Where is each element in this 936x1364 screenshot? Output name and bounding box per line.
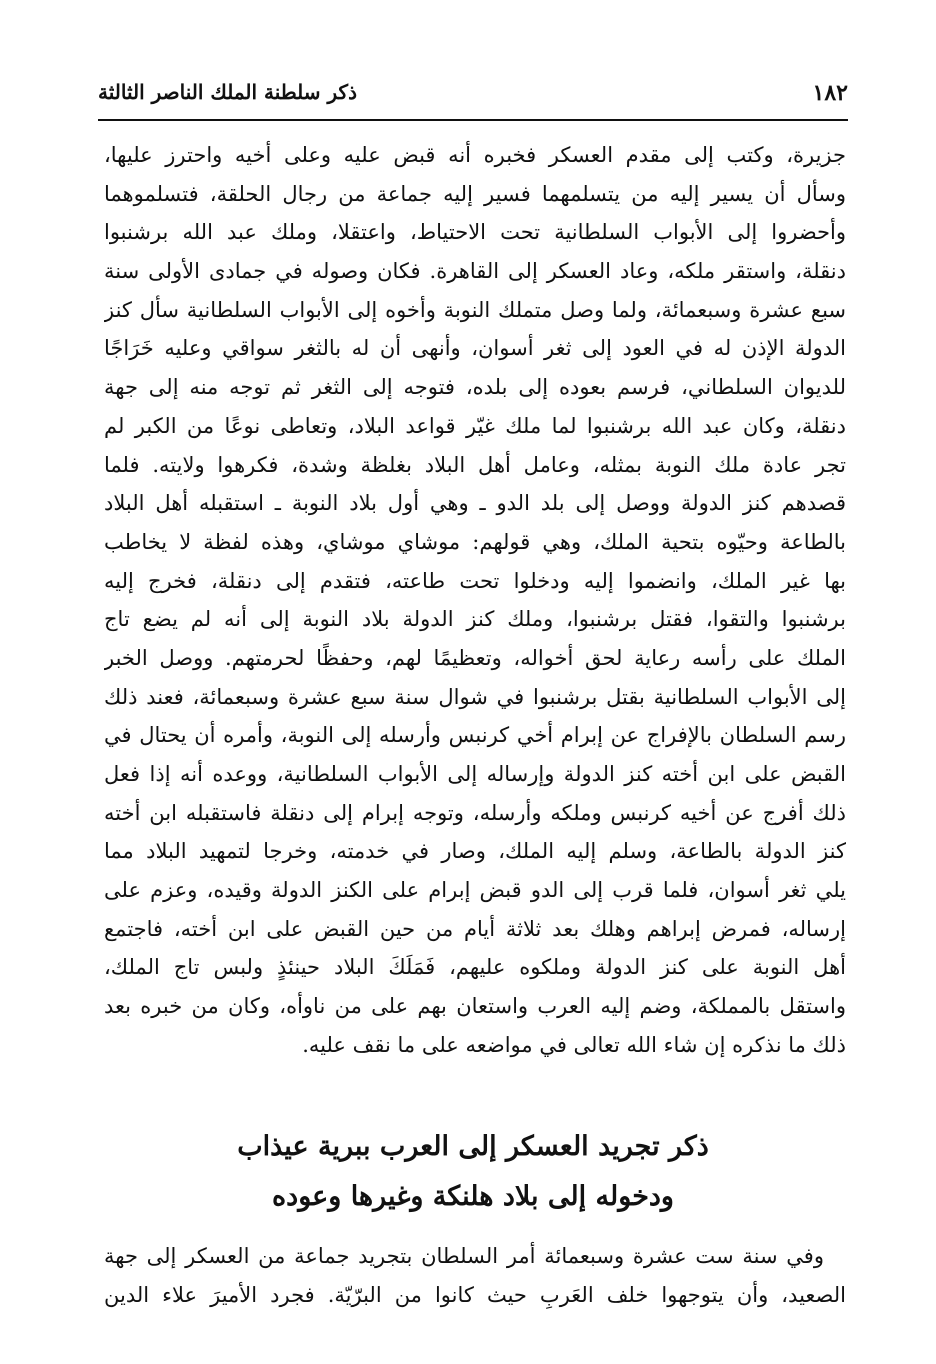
running-title: ذكر سلطنة الملك الناصر الثالثة xyxy=(98,80,357,104)
body-paragraph xyxy=(104,1237,846,1314)
text-line: للديوان السلطاني، فرسم بعوده إلى بلده، فتوجه إلى الثغر ثم توجه منه إلى جهة xyxy=(104,375,846,400)
body-paragraph xyxy=(104,136,846,1065)
text-line: كنز الدولة بالطاعة، وسلم إليه الملك، وصار في خدمته، وخرجا لتمهيد البلاد مما xyxy=(104,839,846,864)
text-line: أهل النوبة على كنز الدولة وملكوه عليهم، فَمَلَكَ البلاد حينئذٍ ولبس تاج الملك، xyxy=(104,955,846,980)
text-line: ذلك أفرج عن أخيه كرنبس وملكه وأرسله، وتوجه إبرام إلى دنقلة فاستقبله ابن أخته xyxy=(104,800,846,825)
text-line: بالطاعة وحيّوه بتحية الملك، وهي قولهم: موشاي موشاي، وهذه لفظة لا يخاطب xyxy=(104,529,846,554)
text-line: دنقلة، وكان عبد الله برشنبوا لما ملك غيّر قواعد البلاد، وتعاطى نوعًا من الكبر لم xyxy=(104,413,846,438)
text-line: الصعيد، وأن يتوجهوا خلف العَربِ حيث كانوا من البرّيّة. فجرد الأميرَ علاء الدين xyxy=(104,1282,846,1307)
text-line: القبض على ابن أخته كنز الدولة وإرساله إلى الأبواب السلطانية، ووعده أنه إذا فعل xyxy=(104,762,846,786)
text-line: بها غير الملك، وانضموا إليه ودخلوا تحت طاعته، فتقدم إلى دنقلة، فخرج إليه xyxy=(104,568,846,593)
text-line: واستقل بالمملكة، وضم إليه العرب واستعان بهم على من ناوأه، وكان من خبره بعد xyxy=(104,994,846,1019)
header-divider xyxy=(98,119,848,121)
text-line: دنقلة، واستقر ملكه، وعاد العسكر إلى القاهرة. فكان وصوله في جمادى الأولى سنة xyxy=(104,259,846,284)
text-line: سبع عشرة وسبعمائة، ولما وصل متملك النوبة وأخوه إلى الأبواب السلطانية سأل كنز xyxy=(104,297,846,322)
page-number: ١٨٢ xyxy=(812,80,848,106)
text-line: الملك على رأسه رعاية لحق أخواله، وتعظيمًا لهم، وحفظًا لحرمتهم. ووصل الخبر xyxy=(104,645,846,670)
text-line: وأحضروا إلى الأبواب السلطانية تحت الاحتياط، واعتقلا، وملك عبد الله برشنبوا xyxy=(104,220,846,245)
section-heading xyxy=(98,1122,848,1222)
text-line: الدولة الإذن له في العود إلى ثغر أسوان، وأنهى أن له بالثغر سواقي وعليه خَرَاجًا xyxy=(104,336,846,361)
text-line: إرساله، فمرض إبراهم وهلك بعد ثلاثة أيام من حين القبض على ابن أخته، فاجتمع xyxy=(104,916,846,941)
text-line: برشنبوا والتقوا، فقتل برشنبوا، وملك كنز الدولة بلاد النوبة إلى أنه لم يضع تاج xyxy=(104,607,846,632)
text-line: يلي ثغر أسوان، فلما قرب إلى الدو قبض إبرام على الكنز الدولة وقيده، وعزم على xyxy=(104,878,846,903)
heading-line: ودخوله إلى بلاد هلنكة وغيرها وعوده xyxy=(272,1181,674,1212)
heading-line: ذكر تجريد العسكر إلى العرب ببرية عيذاب xyxy=(237,1131,709,1162)
text-line: قصدهم كنز الدولة ووصل إلى بلد الدو ـ وهي أول بلاد النوبة ـ استقبله أهل البلاد xyxy=(104,491,846,516)
text-line: وفي سنة ست عشرة وسبعمائة أمر السلطان بتجريد جماعة من العسكر إلى جهة xyxy=(104,1244,824,1268)
text-line: جزيرة، وكتب إلى مقدم العسكر فخبره أنه قبض عليه وعلى أخيه واحترز عليها، xyxy=(104,143,846,167)
text-line: رسم السلطان بالإفراج عن إبرام أخي كرنبس وأرسله إلى النوبة، وأمره أن يحتال في xyxy=(104,723,846,748)
text-line: إلى الأبواب السلطانية بقتل برشنبوا في شوال سنة سبع عشرة وسبعمائة، فعند ذلك xyxy=(104,684,846,709)
text-line: وسأل أن يسير إليه من يتسلمهما فسير إليه جماعة من رجال الحلقة، فتسلموهما xyxy=(104,181,846,206)
text-line: تجر عادة ملك النوبة بمثله، وعامل أهل البلاد بغلظة وشدة، فكرهوا ولايته. فلما xyxy=(104,452,846,477)
running-header xyxy=(98,72,848,112)
text-line: ذلك ما نذكره إن شاء الله تعالى في مواضعه على ما نقف عليه. xyxy=(302,1032,846,1057)
